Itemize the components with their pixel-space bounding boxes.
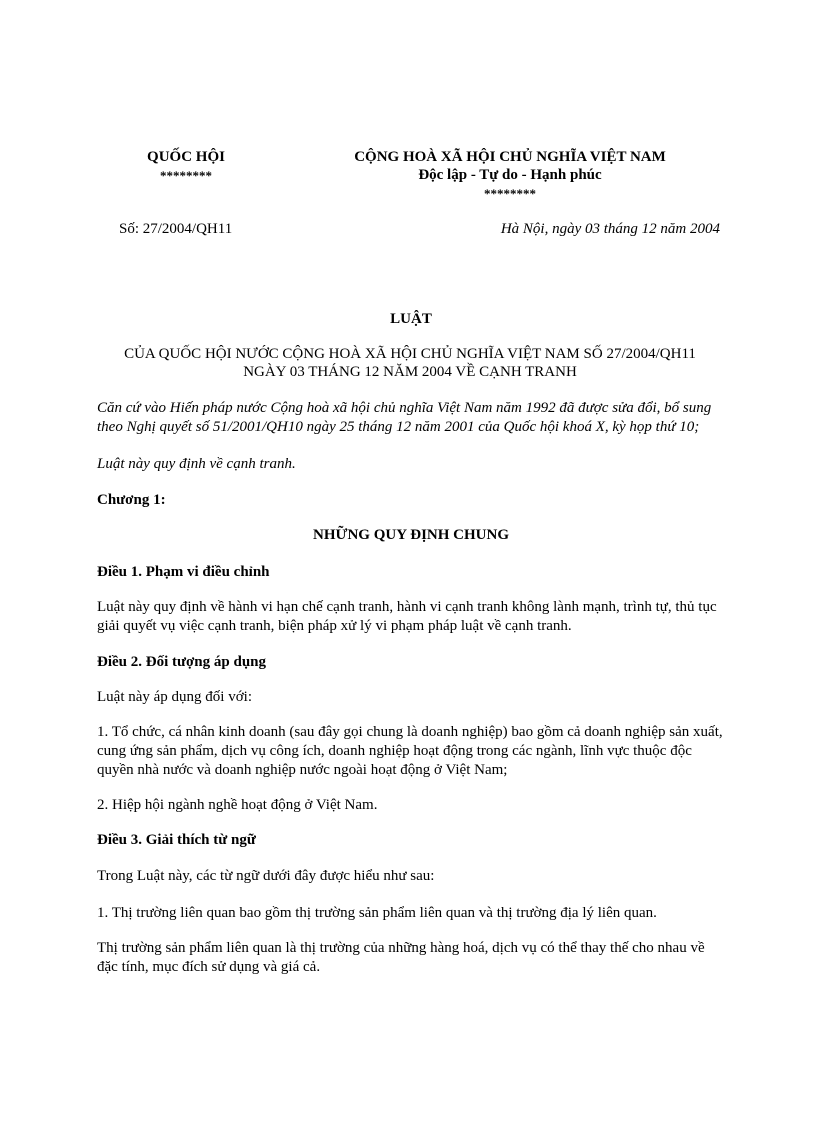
article-2-paragraph-1: Luật này áp dụng đối với:	[97, 689, 252, 705]
document-type: LUẬT	[390, 311, 432, 327]
issuing-organization: QUỐC HỘI	[147, 149, 225, 165]
motto-separator: ********	[484, 186, 536, 201]
article-1-heading: Điều 1. Phạm vi điều chỉnh	[97, 564, 270, 580]
national-motto: Độc lập - Tự do - Hạnh phúc	[418, 167, 602, 183]
national-name: CỘNG HOÀ XÃ HỘI CHỦ NGHĨA VIỆT NAM	[354, 149, 666, 165]
chapter-title: NHỮNG QUY ĐỊNH CHUNG	[313, 527, 509, 543]
article-2-paragraph-2: 1. Tổ chức, cá nhân kinh doanh (sau đây gọi chung là doanh nghiệp) bao gồm cả doanh nghiệp sản xuất, cung ứng sản phẩm, dịch vụ công ích, doanh nghiệp hoạt động trong các ngành, lĩnh vực thuộc độc quyền nhà nước và doanh nghiệp nước ngoài hoạt động ở Việt Nam;	[97, 724, 723, 778]
chapter-label: Chương 1:	[97, 492, 166, 508]
article-1-paragraph: Luật này quy định về hành vi hạn chế cạnh tranh, hành vi cạnh tranh không lành mạnh, trình tự, thủ tục giải quyết vụ việc cạnh tranh, biện pháp xử lý vi phạm pháp luật về cạnh tranh.	[97, 599, 717, 634]
org-separator: ********	[160, 168, 212, 183]
document-title-line2: NGÀY 03 THÁNG 12 NĂM 2004 VỀ CẠNH TRANH	[243, 364, 577, 380]
preamble-basis: Căn cứ vào Hiến pháp nước Cộng hoà xã hội chủ nghĩa Việt Nam năm 1992 đã được sửa đổi, bổ sung theo Nghị quyết số 51/2001/QH10 ngày 25 tháng 12 năm 2001 của Quốc hội khoá X, kỳ họp thứ 10;	[97, 400, 712, 435]
article-2-heading: Điều 2. Đối tượng áp dụng	[97, 654, 267, 670]
document-number: Số: 27/2004/QH11	[119, 221, 233, 237]
article-3-paragraph-2: 1. Thị trường liên quan bao gồm thị trường sản phẩm liên quan và thị trường địa lý liên quan.	[97, 905, 657, 921]
place-and-date: Hà Nội, ngày 03 tháng 12 năm 2004	[500, 221, 720, 237]
article-3-heading: Điều 3. Giải thích từ ngữ	[97, 832, 256, 848]
article-3-paragraph-3: Thị trường sản phẩm liên quan là thị trường của những hàng hoá, dịch vụ có thể thay thế cho nhau về đặc tính, mục đích sử dụng và giá cả.	[97, 940, 705, 975]
document-title-line1: CỦA QUỐC HỘI NƯỚC CỘNG HOÀ XÃ HỘI CHỦ NGHĨA VIỆT NAM SỐ 27/2004/QH11	[124, 346, 696, 362]
article-3-paragraph-1: Trong Luật này, các từ ngữ dưới đây được hiểu như sau:	[97, 868, 435, 884]
preamble-scope: Luật này quy định về cạnh tranh.	[97, 456, 296, 472]
article-2-paragraph-3: 2. Hiệp hội ngành nghề hoạt động ở Việt Nam.	[97, 797, 378, 813]
